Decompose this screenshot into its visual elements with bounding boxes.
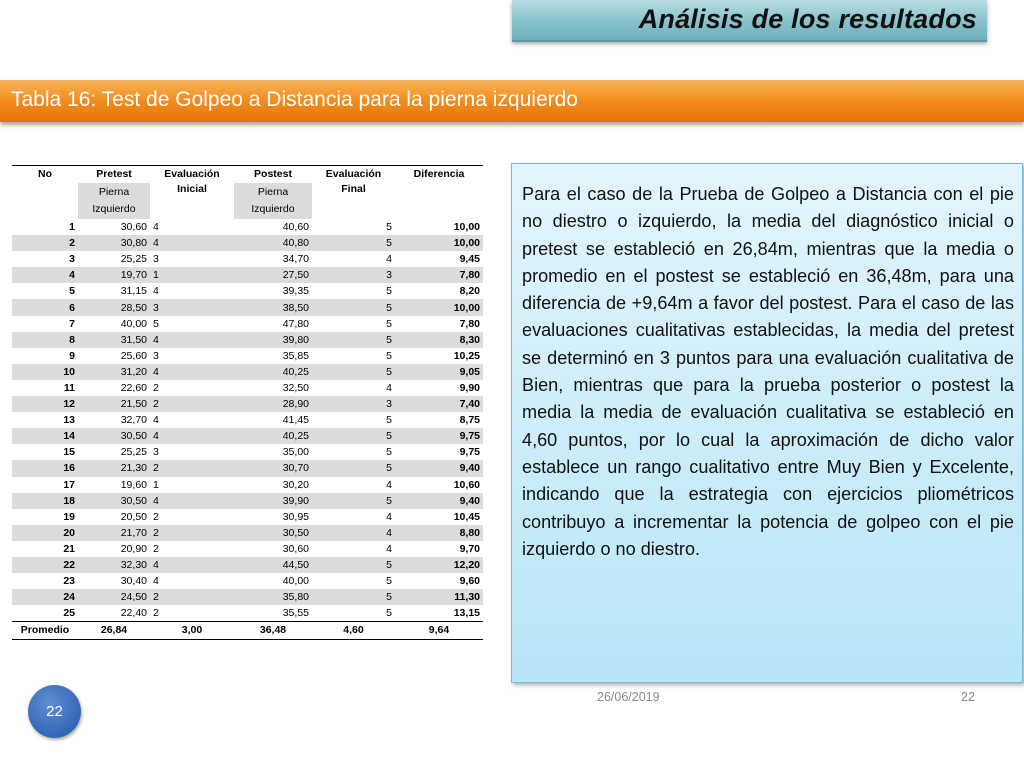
row-eval-final: 5 (386, 414, 392, 427)
results-table (12, 165, 483, 640)
row-no: 9 (69, 349, 75, 362)
section-title: Análisis de los resultados (638, 4, 977, 34)
row-no: 18 (12, 493, 78, 509)
row-postest: 32,50 (282, 381, 309, 394)
row-eval-final: 5 (312, 235, 395, 251)
row-eval-inicial: 2 (153, 381, 159, 394)
row-pretest: 25,60 (120, 349, 147, 362)
row-pretest: 19,70 (78, 267, 150, 283)
row-no: 3 (69, 253, 75, 266)
row-postest: 35,80 (234, 589, 312, 605)
col-header-eval-inicial: Evaluación Inicial (150, 166, 234, 220)
row-diferencia: 7,80 (395, 267, 483, 283)
row-no: 25 (63, 607, 75, 620)
row-eval-inicial: 2 (150, 460, 234, 476)
results-table-container (12, 165, 484, 640)
row-no: 1 (69, 221, 75, 234)
row-eval-final: 5 (386, 317, 392, 330)
row-diferencia: 8,30 (395, 332, 483, 348)
table-row (12, 412, 483, 428)
row-eval-inicial: 2 (153, 510, 159, 523)
row-pretest: 31,20 (78, 364, 150, 380)
row-postest: 30,95 (282, 510, 309, 523)
row-pretest: 32,30 (78, 557, 150, 573)
row-eval-inicial: 4 (150, 493, 234, 509)
row-diferencia: 10,00 (395, 299, 483, 315)
average-row (12, 622, 483, 640)
table-row (12, 605, 483, 622)
row-postest: 41,45 (282, 414, 309, 427)
table-row (12, 299, 483, 315)
row-diferencia: 9,90 (459, 381, 480, 394)
row-no: 5 (69, 285, 75, 298)
table-row (12, 541, 483, 557)
row-pretest: 24,50 (78, 589, 150, 605)
row-eval-final: 4 (386, 253, 392, 266)
table-row (12, 251, 483, 267)
row-no: 20 (12, 525, 78, 541)
table-row (12, 428, 483, 444)
row-eval-final: 3 (312, 267, 395, 283)
results-table-body (12, 219, 483, 622)
row-eval-final: 4 (386, 542, 392, 555)
row-no: 13 (63, 414, 75, 427)
row-no: 22 (12, 557, 78, 573)
row-no: 7 (69, 317, 75, 330)
col-subheader-pretest: Pierna Izquierdo (78, 183, 150, 219)
table-row (12, 525, 483, 541)
row-pretest: 32,70 (120, 414, 147, 427)
row-pretest: 25,25 (120, 446, 147, 459)
row-eval-final: 5 (386, 446, 392, 459)
row-eval-inicial: 4 (150, 557, 234, 573)
table-row (12, 348, 483, 364)
row-eval-inicial: 2 (153, 542, 159, 555)
row-eval-inicial: 2 (150, 525, 234, 541)
row-no: 6 (12, 299, 78, 315)
table-caption-banner (0, 80, 1024, 122)
row-postest: 39,90 (234, 493, 312, 509)
row-eval-final: 5 (386, 221, 392, 234)
col-header-no: No (12, 166, 78, 184)
row-eval-final: 5 (312, 557, 395, 573)
footer-date: 26/06/2019 (597, 690, 660, 704)
col-subheader-postest: Pierna Izquierdo (234, 183, 312, 219)
row-postest: 44,50 (234, 557, 312, 573)
row-no: 8 (12, 332, 78, 348)
row-pretest: 30,80 (78, 235, 150, 251)
row-postest: 39,35 (282, 285, 309, 298)
row-pretest: 31,15 (120, 285, 147, 298)
row-postest: 47,80 (282, 317, 309, 330)
row-no: 14 (12, 428, 78, 444)
row-diferencia: 9,75 (395, 428, 483, 444)
row-postest: 30,70 (234, 460, 312, 476)
table-row (12, 235, 483, 251)
row-no: 21 (63, 542, 75, 555)
row-diferencia: 10,45 (453, 510, 480, 523)
row-diferencia: 7,80 (459, 317, 480, 330)
row-pretest: 31,50 (78, 332, 150, 348)
row-eval-inicial: 2 (150, 589, 234, 605)
table-row (12, 509, 483, 525)
row-eval-inicial: 4 (150, 428, 234, 444)
row-eval-final: 5 (312, 589, 395, 605)
row-postest: 35,85 (282, 349, 309, 362)
average-postest: 36,48 (234, 622, 312, 640)
row-eval-final: 5 (312, 332, 395, 348)
row-eval-inicial: 3 (153, 446, 159, 459)
table-row (12, 493, 483, 509)
row-no: 12 (12, 396, 78, 412)
row-eval-final: 4 (386, 381, 392, 394)
row-eval-final: 5 (386, 607, 392, 620)
slide-number-label: 22 (46, 703, 63, 720)
row-eval-inicial: 2 (153, 607, 159, 620)
row-diferencia: 12,20 (395, 557, 483, 573)
table-row (12, 316, 483, 332)
row-eval-final: 5 (312, 460, 395, 476)
col-header-postest: Postest (234, 166, 312, 184)
row-eval-inicial: 4 (150, 332, 234, 348)
row-eval-inicial: 4 (153, 285, 159, 298)
table-row (12, 444, 483, 460)
row-postest: 35,00 (282, 446, 309, 459)
row-diferencia: 9,70 (459, 542, 480, 555)
row-eval-final: 5 (386, 575, 392, 588)
row-pretest: 30,60 (120, 221, 147, 234)
row-pretest: 19,60 (120, 478, 147, 491)
row-diferencia: 9,40 (395, 460, 483, 476)
row-eval-inicial: 1 (150, 267, 234, 283)
footer-page-number: 22 (961, 690, 975, 704)
row-postest: 40,25 (234, 364, 312, 380)
table-row (12, 573, 483, 589)
row-postest: 28,90 (234, 396, 312, 412)
average-label: Promedio (12, 622, 78, 640)
row-pretest: 30,50 (78, 428, 150, 444)
row-postest: 39,80 (234, 332, 312, 348)
table-row (12, 460, 483, 476)
average-eval-inicial: 3,00 (150, 622, 234, 640)
row-postest: 34,70 (282, 253, 309, 266)
row-no: 4 (12, 267, 78, 283)
row-eval-inicial: 3 (153, 253, 159, 266)
row-no: 23 (63, 575, 75, 588)
row-postest: 30,20 (282, 478, 309, 491)
row-eval-final: 5 (386, 285, 392, 298)
row-diferencia: 9,05 (395, 364, 483, 380)
row-pretest: 20,90 (120, 542, 147, 555)
row-no: 10 (12, 364, 78, 380)
row-pretest: 40,00 (120, 317, 147, 330)
row-pretest: 22,40 (120, 607, 147, 620)
row-no: 19 (63, 510, 75, 523)
table-row (12, 267, 483, 283)
average-diferencia: 9,64 (395, 622, 483, 640)
row-eval-final: 5 (386, 349, 392, 362)
row-postest: 30,50 (234, 525, 312, 541)
table-row (12, 219, 483, 235)
row-pretest: 30,40 (120, 575, 147, 588)
row-eval-final: 5 (312, 299, 395, 315)
row-no: 2 (12, 235, 78, 251)
section-title-box (512, 0, 987, 42)
row-diferencia: 10,00 (395, 235, 483, 251)
col-header-diferencia: Diferencia (395, 166, 483, 220)
row-diferencia: 8,80 (395, 525, 483, 541)
average-pretest: 26,84 (78, 622, 150, 640)
row-eval-inicial: 3 (150, 299, 234, 315)
table-caption: Tabla 16: Test de Golpeo a Distancia para la pierna izquierdo (11, 88, 578, 111)
row-diferencia: 11,30 (395, 589, 483, 605)
row-eval-inicial: 4 (153, 575, 159, 588)
col-header-eval-final: Evaluación Final (312, 166, 395, 220)
row-eval-final: 4 (386, 478, 392, 491)
row-postest: 40,00 (282, 575, 309, 588)
table-row (12, 332, 483, 348)
row-eval-final: 4 (312, 525, 395, 541)
table-row (12, 364, 483, 380)
row-pretest: 21,30 (78, 460, 150, 476)
row-eval-inicial: 4 (150, 364, 234, 380)
row-diferencia: 9,75 (459, 446, 480, 459)
table-row (12, 283, 483, 299)
row-diferencia: 10,60 (453, 478, 480, 491)
row-pretest: 28,50 (78, 299, 150, 315)
row-postest: 35,55 (282, 607, 309, 620)
row-postest: 40,25 (234, 428, 312, 444)
row-diferencia: 13,15 (453, 607, 480, 620)
row-postest: 40,60 (282, 221, 309, 234)
row-diferencia: 10,25 (453, 349, 480, 362)
row-pretest: 20,50 (120, 510, 147, 523)
average-eval-final: 4,60 (312, 622, 395, 640)
row-no: 24 (12, 589, 78, 605)
row-eval-inicial: 4 (150, 235, 234, 251)
row-eval-inicial: 4 (153, 221, 159, 234)
row-pretest: 22,60 (120, 381, 147, 394)
row-no: 15 (63, 446, 75, 459)
row-eval-inicial: 5 (153, 317, 159, 330)
row-pretest: 21,50 (78, 396, 150, 412)
row-pretest: 30,50 (78, 493, 150, 509)
row-eval-inicial: 4 (153, 414, 159, 427)
row-diferencia: 8,20 (459, 285, 480, 298)
row-eval-final: 5 (312, 364, 395, 380)
row-no: 16 (12, 460, 78, 476)
row-diferencia: 9,45 (459, 253, 480, 266)
analysis-text-box (511, 163, 1023, 683)
row-eval-final: 5 (312, 493, 395, 509)
row-eval-inicial: 3 (153, 349, 159, 362)
row-postest: 40,80 (234, 235, 312, 251)
row-eval-inicial: 2 (150, 396, 234, 412)
row-no: 11 (63, 381, 75, 394)
row-diferencia: 9,60 (459, 575, 480, 588)
row-postest: 30,60 (282, 542, 309, 555)
row-eval-final: 3 (312, 396, 395, 412)
row-diferencia: 10,00 (453, 221, 480, 234)
table-row (12, 396, 483, 412)
row-diferencia: 9,40 (395, 493, 483, 509)
row-pretest: 25,25 (120, 253, 147, 266)
row-eval-final: 5 (312, 428, 395, 444)
table-row (12, 380, 483, 396)
row-no: 17 (63, 478, 75, 491)
table-row (12, 557, 483, 573)
row-eval-inicial: 1 (153, 478, 159, 491)
analysis-paragraph: Para el caso de la Prueba de Golpeo a Distancia con el pie no diestro o izquierdo, la media del diagnóstico inicial o pretest se estableció en 26,84m, mientras que la media o promedio en el postest se estableció en 36,48m, para una diferencia de +9,64m a favor del postest. Para el caso de las evaluaciones cualitativas establecidas, la media del pretest se determinó en 3 puntos para una evaluación cualitativa de Bien, mientras que para la prueba posterior o postest la media la media de evaluación cualitativa se estableció en 4,60 puntos, por lo cual la aproximación de dicho valor establece un rango cualitativo entre Muy Bien y Excelente, indicando que la estrategia con ejercicios pliométricos contribuyo a incrementar la potencia de golpeo con el pie izquierdo o no diestro. (522, 184, 1014, 559)
row-postest: 38,50 (234, 299, 312, 315)
row-diferencia: 8,75 (459, 414, 480, 427)
row-diferencia: 7,40 (395, 396, 483, 412)
table-row (12, 477, 483, 493)
row-pretest: 21,70 (78, 525, 150, 541)
slide-number-badge (28, 685, 81, 738)
row-postest: 27,50 (234, 267, 312, 283)
col-header-pretest: Pretest (78, 166, 150, 184)
col-subheader-empty (12, 183, 78, 219)
row-eval-final: 4 (386, 510, 392, 523)
table-row (12, 589, 483, 605)
